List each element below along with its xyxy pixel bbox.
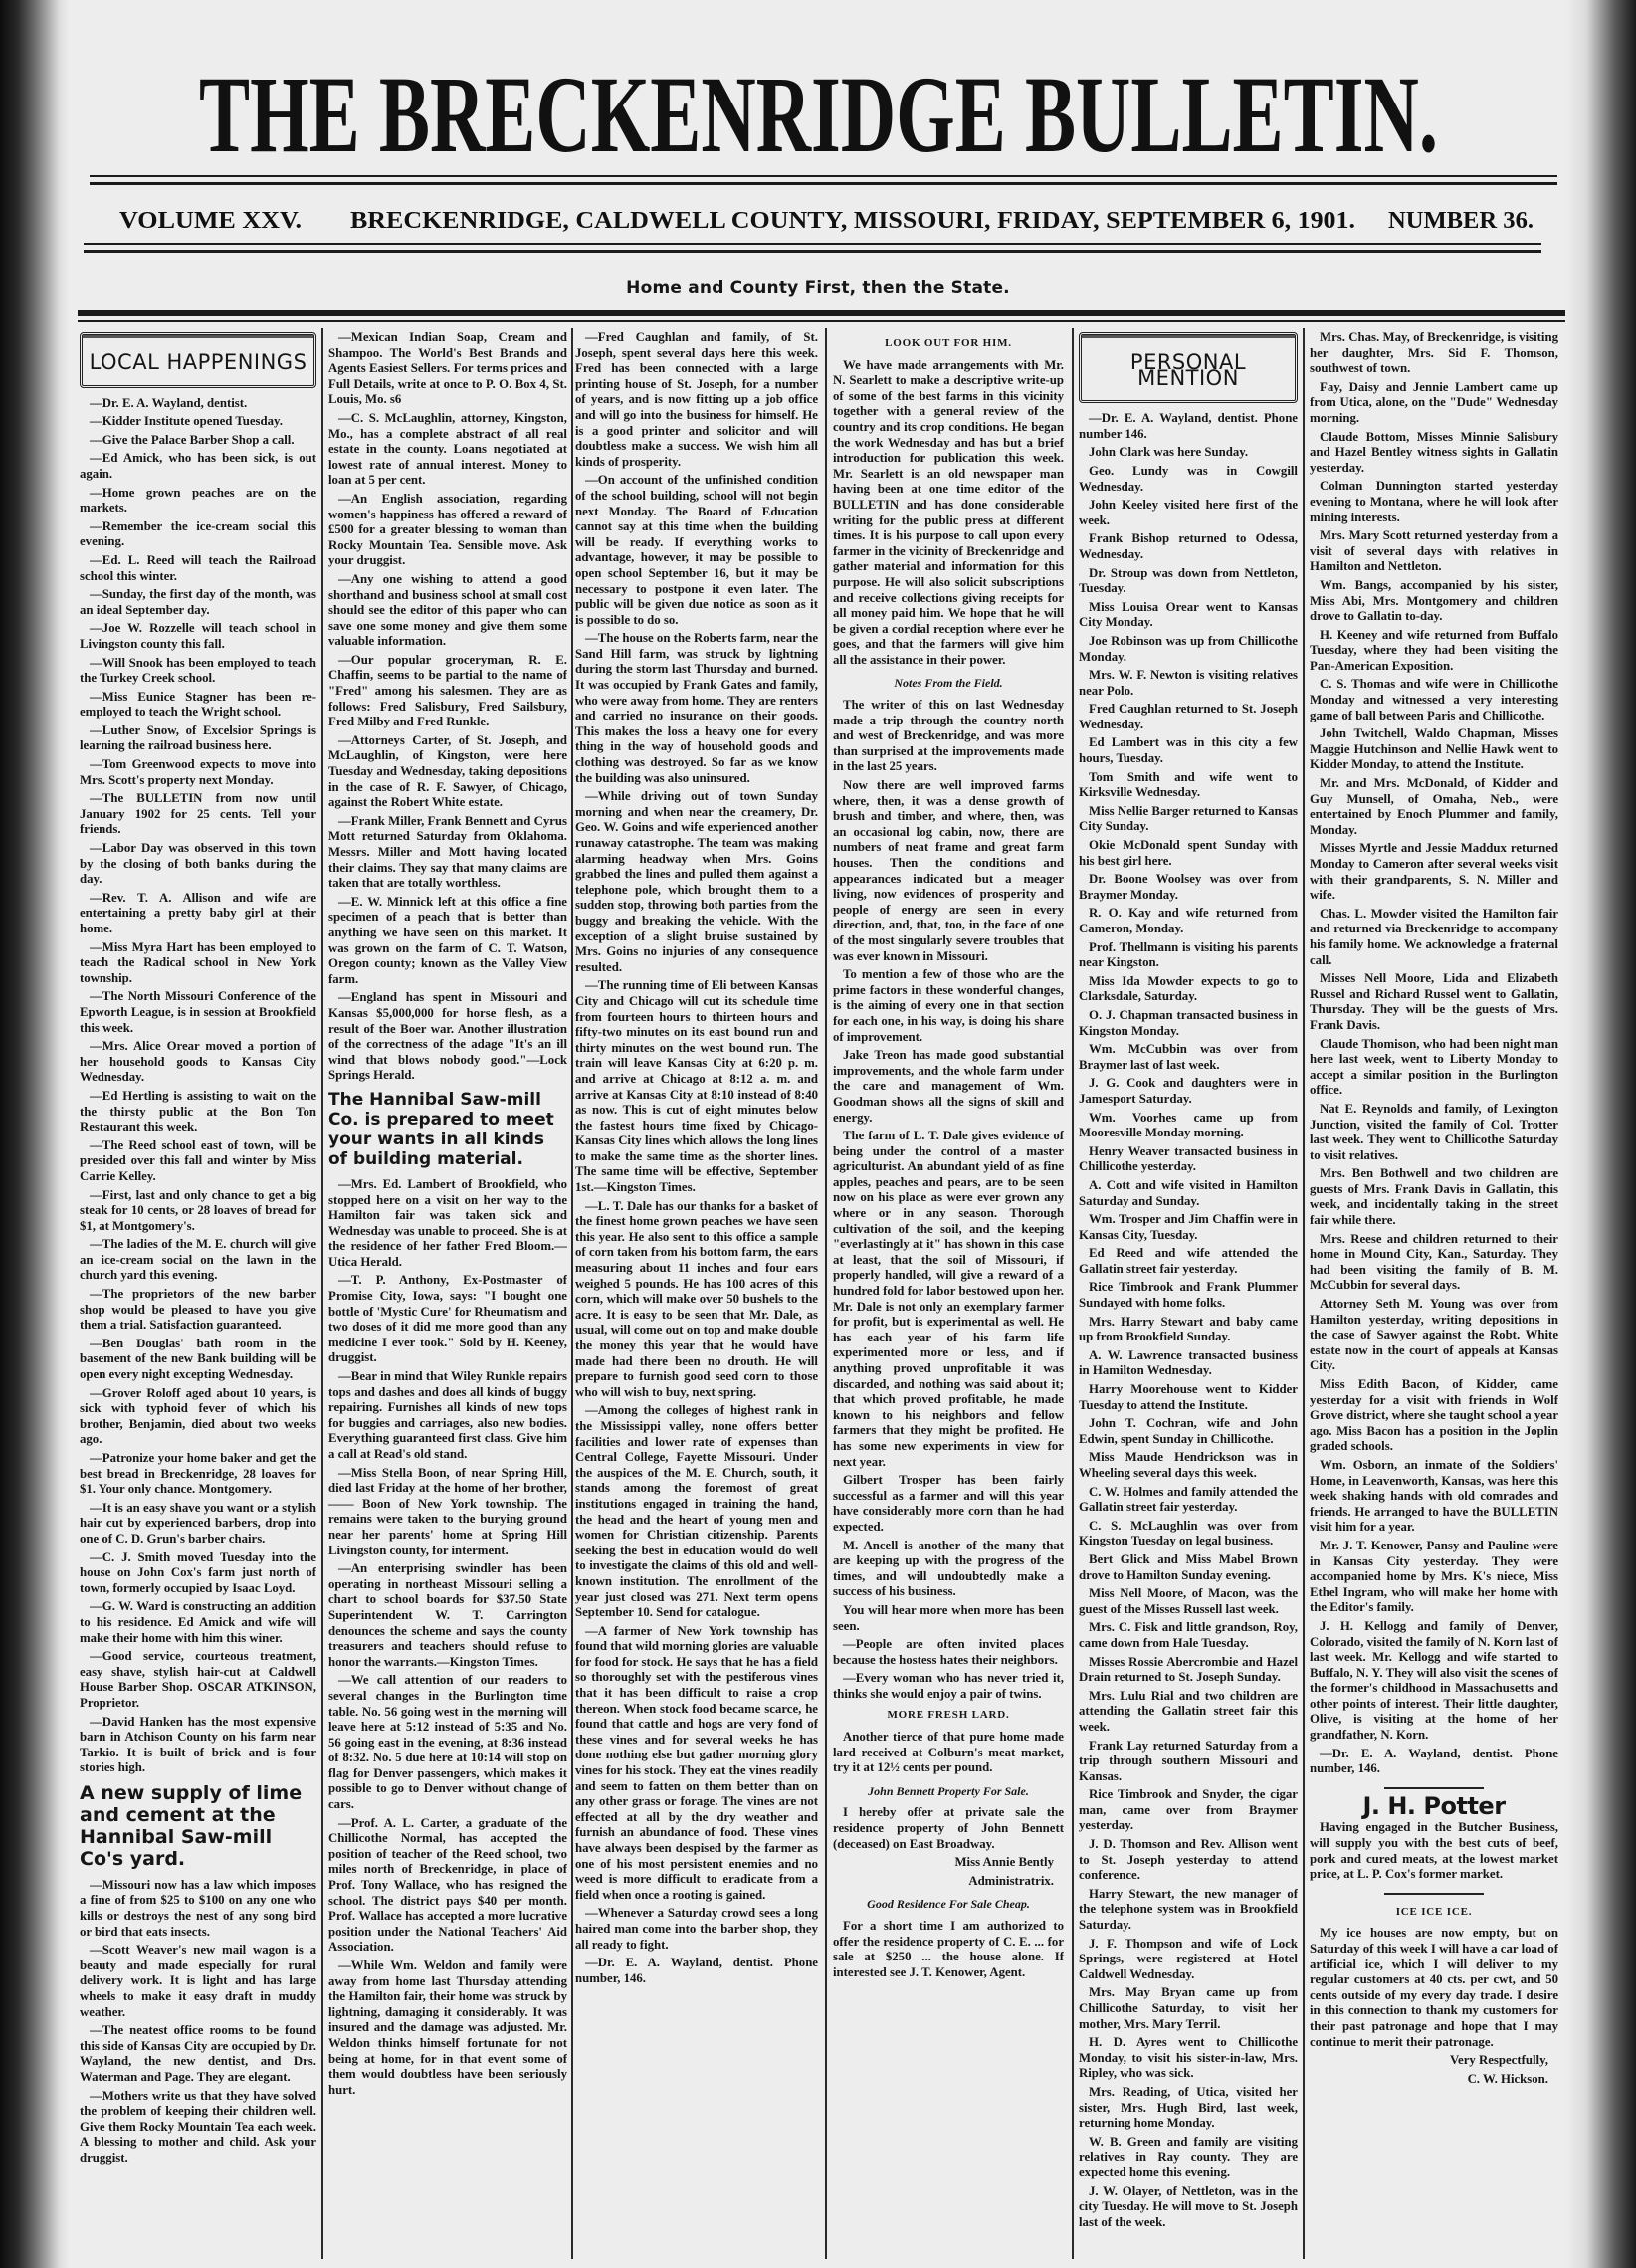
news-item: —The BULLETIN from now until January 1902 for 25 cents. Tell your friends. [80, 791, 316, 837]
news-item: —Ben Douglas' bath room in the basement of the new Bank building will be open every night excepting Wednesday. [80, 1336, 316, 1382]
news-item: —Ed Amick, who has been sick, is out again. [80, 451, 316, 481]
news-item: —L. T. Dale has our thanks for a basket of the finest home grown peaches we have seen this year. He also sent to this office a sample of corn taken from his bottom farm, the ears measuring about 11 inches and four ears weighed 5 pounds. He has 100 acres of this corn, which will make over 50 bushels to the acre. It is easy to be seen that Mr. Dale, as usual, will come out on top and make double the money this year that he would have made had there been no drouth. He will prepare to furnish good seed corn to those who will wish to buy, next spring. [575, 1198, 818, 1399]
news-item: —Home grown peaches are on the markets. [80, 485, 316, 515]
column-3 [575, 330, 818, 2261]
news-item: —Will Snook has been employed to teach the Turkey Creek school. [80, 655, 316, 686]
news-item: You will hear more when more has been seen. [833, 1602, 1064, 1633]
news-item: Bert Glick and Miss Mabel Brown drove to Hamilton Sunday evening. [1079, 1551, 1298, 1582]
news-item: Miss Nell Moore, of Macon, was the guest of the Misses Russell last week. [1079, 1586, 1298, 1616]
news-item: —T. P. Anthony, Ex-Postmaster of Promise City, Iowa, says: "I bought one bottle of 'Mystic Cure' for Rheumatism and two doses of it did me more good than any medicine I ever took." Sold by H. Keeney, druggist. [328, 1273, 567, 1365]
news-item: —Give the Palace Barber Shop a call. [90, 432, 295, 447]
news-item: Now there are well improved farms where, then, it was a dense growth of brush and timber, and where, then, was an occasional log cabin, now, there are numbers of neat frame and great farm houses. Then the conditions and appearances indicated but a meager living, now evidences of prosperity and people of energy are seen in every direction, and, that, too, in the face of one of the most singularly severe troubles that was ever known in Missouri. [833, 778, 1064, 963]
news-item: Chas. L. Mowder visited the Hamilton fair and returned via Breckenridge to accompany his family home. We acknowledge a fraternal call. [1310, 906, 1558, 967]
news-item: W. B. Green and family are visiting relatives in Ray county. They are expected home this evening. [1079, 2134, 1298, 2179]
column-divider [571, 328, 573, 2259]
news-item: —An English association, regarding women's happiness has offered a reward of £500 for a greater blessing to woman than Rocky Mountain Tea. Sensible move. Ask your druggist. [328, 491, 567, 568]
advertisement-heading: J. H. Potter [1362, 1791, 1506, 1820]
news-item: Mrs. Ben Bothwell and two children are guests of Mrs. Frank Davis in Gallatin, this week, and incidentally taking in the street fair while there. [1310, 1166, 1558, 1228]
news-item: C. S. Thomas and wife were in Chillicothe Monday and witnessed a very interesting game of ball between Paris and Chillicothe. [1310, 677, 1558, 722]
news-item: —An enterprising swindler has been operating in northeast Missouri selling a chart to school boards for $37.50 State Superintendent W. T. Carrington denounces the scheme and says the county treasurers and teachers should refuse to honor the warrants.—Kingston Times. [328, 1561, 567, 1669]
news-item: Henry Weaver transacted business in Chillicothe yesterday. [1079, 1143, 1298, 1174]
page-edge-left [0, 0, 70, 2268]
news-item: —Mexican Indian Soap, Cream and Shampoo. The World's Best Brands and Agents Easiest Sellers. For terms prices and Full Details, write at once to P. O. Box 4, St. Louis, Mo. s6 [328, 330, 567, 407]
news-item: —Kidder Institute opened Tuesday. [90, 414, 283, 429]
news-item: —Dr. E. A. Wayland, dentist. [90, 395, 248, 410]
news-item: Wm. Bangs, accompanied by his sister, Miss Abi, Mrs. Montgomery and children drove to Gallatin to-day. [1310, 577, 1558, 624]
column-divider [321, 328, 323, 2259]
news-item: —The house on the Roberts farm, near the Sand Hill farm, was struck by lightning during the storm last Thursday and burned. It was occupied by Frank Gates and family, who were away from home. They are renters and carried no insurance on their goods. This makes the loss a heavy one for every thing in the way of household goods and clothing was destroyed. So far as we know the building was also uninsured. [575, 631, 818, 785]
newspaper-title: THE BRECKENRIDGE BULLETIN. [199, 54, 1438, 175]
news-item: —Sunday, the first day of the month, was an ideal September day. [80, 587, 316, 617]
news-item: —The Reed school east of town, will be presided over this fall and winter by Miss Carrie Kelley. [80, 1137, 316, 1183]
separator-rule [1384, 1893, 1484, 1895]
news-item: Miss Louisa Orear went to Kansas City Monday. [1079, 599, 1298, 630]
column-divider [1072, 328, 1074, 2259]
news-item: Misses Myrtle and Jessie Maddux returned Monday to Cameron after several weeks visit with their grandparents, S. N. Miller and wife. [1310, 841, 1558, 903]
news-item: Harry Stewart, the new manager of the telephone system was in Brookfield Saturday. [1079, 1886, 1298, 1933]
news-item: —England has spent in Missouri and Kansas $5,000,000 for horse flesh, as a result of the Boer war. Another illustration of the correctness of the adage "It's an ill wind that blows nobody good."—Lock Springs Herald. [328, 990, 567, 1083]
news-item: —Miss Eunice Stagner has been re-employed to teach the Wright school. [80, 689, 316, 720]
news-item: —First, last and only chance to get a big steak for 10 cents, or 28 loaves of bread for $1, at Montgomery's. [80, 1187, 316, 1233]
news-item: Mrs. W. F. Newton is visiting relatives near Polo. [1079, 668, 1298, 698]
article-heading: LOOK OUT FOR HIM. [885, 337, 1012, 349]
news-item: —Dr. E. A. Wayland, dentist. Phone number, 146. [575, 1956, 818, 1985]
signature: Very Respectfully, [1449, 2053, 1548, 2068]
news-item: Nat E. Reynolds and family, of Lexington Junction, visited the family of Col. Trotter last week. They went to Chillicothe Saturday to visit relatives. [1310, 1101, 1558, 1162]
news-item: Fay, Daisy and Jennie Lambert came up from Utica, alone, on the "Dude" Wednesday morning. [1310, 379, 1558, 425]
news-item: —Among the colleges of highest rank in the Mississippi valley, none offers better facilities and lower rate of expenses than Central College, Fayette Missouri. Under the auspices of the M. E. Church, south, it stands among the foremost of great institutions engaged in training the hand, the head and the heart of young men and women for Christian citizenship. Parents seeking the best in education would do well to investigate the claims of this old and well-known institution. The enrollment of the year just closed was 271. Next term opens September 10. Send for catalogue. [575, 1403, 818, 1620]
masthead-rule [90, 175, 1557, 177]
news-item: Misses Nell Moore, Lida and Elizabeth Russel and Richard Russel went to Gallatin, Thursday. They will be the guests of Mrs. Frank Davis. [1310, 971, 1558, 1032]
news-item: —Dr. E. A. Wayland, dentist. Phone number 146. [1079, 411, 1298, 441]
news-item: Jake Treon has made good substantial improvements, and the whole farm under the care and management of Wm. Goodman shows all the signs of skill and energy. [833, 1048, 1064, 1125]
news-item: Wm. Osborn, an inmate of the Soldiers' Home, in Leavenworth, Kansas, was here this week shaking hands with old comrades and friends. He arranged to have the BULLETIN visit him for a year. [1310, 1457, 1558, 1535]
news-item: —Mrs. Alice Orear moved a portion of her household goods to Kansas City Wednesday. [80, 1039, 316, 1085]
news-item: —Miss Stella Boon, of near Spring Hill, died last Friday at the home of her brother, —— Boon of New York township. The remains were taken to the burying ground near her parents' home at Spring Hill Livingston county, for interment. [328, 1465, 567, 1557]
article-subheading: John Bennett Property For Sale. [868, 1783, 1029, 1798]
news-item: Harry Moorehouse went to Kidder Tuesday to attend the Institute. [1079, 1382, 1298, 1412]
news-item: Misses Rossie Abercrombie and Hazel Drain returned to St. Joseph Sunday. [1079, 1654, 1298, 1685]
heavy-rule [78, 310, 1565, 316]
news-item: —Missouri now has a law which imposes a fine of from $25 to $100 on any one who kills or destroys the nest of any song bird or bird that eats insects. [80, 1877, 316, 1939]
news-item: Dr. Stroup was down from Nettleton, Tuesday. [1079, 565, 1298, 596]
news-item: A. Cott and wife visited in Hamilton Saturday and Sunday. [1079, 1177, 1298, 1208]
news-item: John Twitchell, Waldo Chapman, Misses Maggie Hutchinson and Nellie Hawk went to Kidder Monday, to attend the Institute. [1310, 726, 1558, 772]
section-heading: PERSONAL MENTION [1079, 332, 1298, 403]
news-item: Mrs. Chas. May, of Breckenridge, is visiting her daughter, Mrs. Sid F. Thomson, southwest of town. [1310, 330, 1558, 376]
news-item: —Ed. L. Reed will teach the Railroad school this winter. [80, 552, 316, 583]
news-item: Prof. Thellmann is visiting his parents near Kingston. [1079, 939, 1298, 970]
column-4 [833, 330, 1064, 2261]
news-item: For a short time I am authorized to offer the residence property of C. E. ... for sale at $250 ... the house alone. If interested see J. T. Kenower, Agent. [833, 1919, 1064, 1979]
news-item: —The proprietors of the new barber shop would be pleased to have you give them a trial. Satisfaction guaranteed. [80, 1287, 316, 1333]
news-item: My ice houses are now empty, but on Saturday of this week I will have a car load of artificial ice, which I will deliver to my regular customers at 40 cts. per cwt, and 50 cents outside of my every day trade. I desire in this connection to thank my customers for their past patronage and hope that I may continue to merit their patronage. [1310, 1926, 1558, 2049]
news-item: Having engaged in the Butcher Business, will supply you with the best cuts of beef, pork and cured meats, at the lowest market price, at L. P. Cox's former market. [1310, 1820, 1558, 1882]
news-item: —Any one wishing to attend a good shorthand and business school at small cost should see the editor of this paper who can save one some money and give them some valuable information. [328, 571, 567, 649]
news-item: Another tierce of that pure home made lard received at Colburn's meat market, try it at 12½ cents per pound. [833, 1730, 1064, 1775]
news-item: Mrs. May Bryan came up from Chillicothe Saturday, to visit her mother, Mrs. Mary Terril. [1079, 1985, 1298, 2031]
news-item: Wm. McCubbin was over from Braymer last of last week. [1079, 1042, 1298, 1072]
news-item: —Every woman who has never tried it, thinks she would enjoy a pair of twins. [833, 1671, 1064, 1701]
news-item: —Scott Weaver's new mail wagon is a beauty and made especially for rural delivery work. It is light and has large wheels to make it easy draft in muddy weather. [80, 1943, 316, 2019]
news-item: Okie McDonald spent Sunday with his best girl here. [1079, 838, 1298, 868]
article-heading: ICE ICE ICE. [1395, 1905, 1473, 1918]
news-item: —Mothers write us that they have solved the problem of keeping their children well. Give them Rocky Mountain Tea each week. A blessing to mother and child. Ask your druggist. [80, 2088, 316, 2165]
news-item: Frank Lay returned Saturday from a trip through southern Missouri and Kansas. [1079, 1738, 1298, 1783]
news-item: Mrs. Reading, of Utica, visited her sister, Mrs. Hugh Bird, last week, returning home Monday. [1079, 2084, 1298, 2131]
news-item: To mention a few of those who are the prime factors in these wonderful changes, is the aiming of every one in that section for each one, in his way, is doing his share of improvement. [833, 967, 1064, 1044]
news-item: Wm. Trosper and Jim Chaffin were in Kansas City, Tuesday. [1079, 1212, 1298, 1242]
news-item: —Good service, courteous treatment, easy shave, stylish hair-cut at Caldwell House Barber Shop. OSCAR ATKINSON, Proprietor. [80, 1649, 316, 1710]
news-item: —E. W. Minnick left at this office a fine specimen of a peach that is better than anything we have seen on this market. It was grown on the farm of C. T. Watson, Oregon county; known as the Valley View farm. [328, 894, 567, 986]
news-item: Mrs. Lulu Rial and two children are attending the Gallatin street fair this week. [1079, 1688, 1298, 1734]
news-item: —Miss Myra Hart has been employed to teach the Radical school in New York township. [80, 939, 316, 985]
news-item: A. W. Lawrence transacted business in Hamilton Wednesday. [1079, 1347, 1298, 1378]
news-item: —Dr. E. A. Wayland, dentist. Phone number, 146. [1310, 1746, 1558, 1776]
news-item: —People are often invited places because the hostess hates their neighbors. [833, 1637, 1064, 1667]
news-item: H. Keeney and wife returned from Buffalo Tuesday, where they had been visiting the Pan-American Exposition. [1310, 627, 1558, 673]
news-item: —Patronize your home baker and get the best bread in Breckenridge, 28 loaves for $1. Your only chance. Montgomery. [80, 1451, 316, 1497]
news-item: Claude Bottom, Misses Minnie Salisbury and Hazel Bentley witness sights in Gallatin yesterday. [1310, 429, 1558, 475]
news-item: —Tom Greenwood expects to move into Mrs. Scott's property next Monday. [80, 757, 316, 787]
news-item: —Rev. T. A. Allison and wife are entertaining a pretty baby girl at their home. [80, 890, 316, 935]
news-item: C. S. McLaughlin was over from Kingston Tuesday on legal business. [1079, 1518, 1298, 1548]
article-subheading: Notes From the Field. [894, 676, 1003, 691]
news-item: Gilbert Trosper has been fairly successful as a farmer and will this year have considerably more corn than he had expected. [833, 1473, 1064, 1534]
news-item: —Attorneys Carter, of St. Joseph, and McLaughlin, of Kingston, were here Tuesday and Wednesday, taking depositions in the case of R. F. Sawyer, of Chicago, against the Robert White estate. [328, 732, 567, 810]
news-item: —Ed Hertling is assisting to wait on the the thirsty public at the Bon Ton Restaurant this week. [80, 1088, 316, 1134]
news-item: R. O. Kay and wife returned from Cameron, Monday. [1079, 906, 1298, 935]
column-divider [1303, 328, 1305, 2259]
advertisement: The Hannibal Saw-mill Co. is prepared to meet your wants in all kinds of building material. [328, 1089, 554, 1169]
news-item: Miss Edith Bacon, of Kidder, came yesterday for a visit with friends in Wolf Grove district, where she taught school a year ago. Miss Bacon has a position in the Joplin graded schools. [1310, 1377, 1558, 1454]
dateline-rule [84, 250, 1541, 253]
news-item: —David Hanken has the most expensive barn in Atchison County on his farm near Tarkio. It is built of brick and is four stories high. [80, 1714, 316, 1775]
news-item: —The North Missouri Conference of the Epworth League, is in session at Brookfield this week. [80, 989, 316, 1035]
news-item: John T. Cochran, wife and John Edwin, spent Sunday in Chillicothe. [1079, 1416, 1298, 1446]
news-item: Ed Lambert was in this city a few hours, Tuesday. [1079, 735, 1298, 766]
news-item: —Luther Snow, of Excelsior Springs is learning the railroad business here. [80, 722, 316, 753]
news-item: Frank Bishop returned to Odessa, Wednesday. [1079, 531, 1298, 561]
news-item: —G. W. Ward is constructing an addition to his residence. Ed Amick and wife will make their home with him this winer. [80, 1599, 316, 1645]
news-item: —On account of the unfinished condition of the school building, school will not begin next Monday. The Board of Education cannot say at this time when the building will be ready. If everything works to advantage, however, it may be possible to open school September 16, but it may be necessary to postpone it even later. The public will be given due notice as soon as it is possible to do so. [575, 473, 818, 627]
signature: Administratrix. [968, 1873, 1054, 1888]
news-item: —While driving out of town Sunday morning and when near the creamery, Dr. Geo. W. Goins and wife experienced another runaway catastrophe. The team was making alarming headway when Mrs. Goins grabbed the lines and pulled them against a telephone pole, which brought them to a sudden stop, throwing both parties from the buggy and breaking the vehicle. With the exception of a slight bruise sustained by Mrs. Goins no injuries of any consequence resulted. [575, 789, 818, 974]
article-subheading: Good Residence For Sale Cheap. [867, 1897, 1030, 1912]
news-item: Wm. Voorhes came up from Mooresville Monday morning. [1079, 1110, 1298, 1140]
news-item: —Joe W. Rozzelle will teach school in Livingston county this fall. [80, 621, 316, 651]
issue-number: NUMBER 36. [1388, 208, 1534, 234]
news-item: —C. S. McLaughlin, attorney, Kingston, Mo., has a complete abstract of all real estate in the county. Loans negotiated at lowest rate of annual interest. Money to loan at 5 per cent. [328, 410, 567, 488]
news-item: —Remember the ice-cream social this evening. [80, 518, 316, 549]
column-personal-mention [1079, 330, 1298, 2261]
news-item: Dr. Boone Woolsey was over from Braymer Monday. [1079, 872, 1298, 902]
news-item: —Grover Roloff aged about 10 years, is sick with typhoid fever of which his brother, Benjamin, died about two weeks ago. [80, 1385, 316, 1447]
news-item: Rice Timbrook and Frank Plummer Sundayed with home folks. [1079, 1280, 1298, 1311]
news-item: J. D. Thomson and Rev. Allison went to St. Joseph yesterday to attend conference. [1079, 1837, 1298, 1883]
news-item: J. W. Olayer, of Nettleton, was in the city Tuesday. He will move to St. Joseph last of the week. [1079, 2183, 1298, 2229]
news-item: We have made arrangements with Mr. N. Searlett to make a descriptive write-up of some of the best farms in this vicinity together with a general review of the country and its crop conditions. He began the work Wednesday and has but a brief introduction for publication this week. Mr. Searlett is an old newspaper man having been at one time editor of the BULLETIN and has done considerable writing for the public press at different times. It is his purpose to call upon every farmer in the vicinity of Breckenridge and gather material and information for this purpose. He will also solicit subscriptions and receive collections giving receipts for all money paid him. We hope that he will be given a cordial reception where ever he goes, and that the farmers will give him all the assistance in their power. [833, 357, 1064, 667]
news-item: Miss Ida Mowder expects to go to Clarksdale, Saturday. [1079, 973, 1298, 1004]
news-item: Joe Robinson was up from Chillicothe Monday. [1079, 633, 1298, 664]
column-local-happenings [80, 330, 316, 2261]
news-item: —The running time of Eli between Kansas City and Chicago will cut its schedule time from fourteen hours to thirteen hours and fifty-two minutes on its east bound run and thirty minutes on the west bound run. The train will leave Kansas City at 6:20 p. m. and arrive at Chicago at 8:12 a. m. and arrive at Kansas City at 8:10 instead of 8:40 as now. This is cut of eight minutes below the fastest hours time fixed by Chicago-Kansas City lines which allows the long lines to make the same time as the shorter lines. The same time will be effective, September 1st.—Kingston Times. [575, 978, 818, 1195]
motto: Home and County First, then the State. [626, 278, 1010, 298]
news-item: Mrs. C. Fisk and little grandson, Roy, came down from Hale Tuesday. [1079, 1620, 1298, 1650]
signature: Miss Annie Bently [954, 1855, 1054, 1870]
news-item: —Prof. A. L. Carter, a graduate of the Chillicothe Normal, has accepted the position of teacher of the Reed school, two miles north of Breckenridge, in place of Prof. Tony Wallace, who has resigned the school. The district pays $40 per month. Prof. Wallace has accepted a more lucrative position under the National Teachers' Aid Association. [328, 1815, 567, 1955]
news-item: Claude Thomison, who had been night man here last week, went to Liberty Monday to accept a similar position in the Burlington office. [1310, 1036, 1558, 1098]
news-item: The writer of this on last Wednesday made a trip through the country north and west of Breckenridge, and was more than surprised at the improvements made in the last 25 years. [833, 698, 1064, 774]
news-item: C. W. Holmes and family attended the Gallatin street fair yesterday. [1079, 1484, 1298, 1515]
volume-label: VOLUME XXV. [119, 208, 302, 234]
news-item: H. D. Ayres went to Chillicothe Monday, to visit his sister-in-law, Mrs. Ripley, who was sick. [1079, 2035, 1298, 2081]
news-item: —Mrs. Ed. Lambert of Brookfield, who stopped here on a visit on her way to the Hamilton fair was taken sick and Wednesday was unable to proceed. She is at the residence of her father Fred Bloom.—Utica Herald. [328, 1176, 567, 1269]
news-item: M. Ancell is another of the many that are keeping up with the progress of the times, and will undoubtedly make a success of his business. [833, 1538, 1064, 1599]
section-heading: LOCAL HAPPENINGS [80, 332, 316, 388]
article-heading: MORE FRESH LARD. [887, 1709, 1010, 1722]
news-item: Fred Caughlan returned to St. Joseph Wednesday. [1079, 702, 1298, 731]
news-item: Colman Dunnington started yesterday evening to Montana, where he will look after mining interests. [1310, 479, 1558, 524]
news-item: —Fred Caughlan and family, of St. Joseph, spent several days here this week. Fred has been connected with a large printing house of St. Joseph, for a number of years, and is now fitting up a job office and will go into the business for himself. He is a good printer and solicitor and will doubtless make a success. We wish him all kinds of prosperity. [575, 330, 818, 469]
news-item: Mrs. Harry Stewart and baby came up from Brookfield Sunday. [1079, 1314, 1298, 1344]
news-item: Geo. Lundy was in Cowgill Wednesday. [1079, 463, 1298, 494]
dateline-rule [84, 243, 1541, 245]
news-item: —Labor Day was observed in this town by the closing of both banks during the day. [80, 841, 316, 887]
news-item: John Clark was here Sunday. [1089, 445, 1249, 460]
news-item: Miss Maude Hendrickson was in Wheeling several days this week. [1079, 1450, 1298, 1480]
news-item: Miss Nellie Barger returned to Kansas City Sunday. [1079, 803, 1298, 834]
news-item: Ed Reed and wife attended the Gallatin street fair yesterday. [1079, 1246, 1298, 1276]
masthead [0, 0, 1636, 328]
news-item: —The ladies of the M. E. church will give an ice-cream social on the lawn in the church yard this evening. [80, 1237, 316, 1283]
news-item: —While Wm. Weldon and family were away from home last Thursday attending the Hamilton fair, their home was struck by lightning, damaging it considerably. It was insured and the damage was adjusted. Mr. Weldon thinks himself fortunate for not being at home, for in that event some of them would doubtless have been seriously hurt. [328, 1959, 567, 2097]
news-item: —Bear in mind that Wiley Runkle repairs tops and dashes and does all kinds of buggy repairing. Furnishes all kinds of new tops for buggies and carriages, also new bodies. Everything guaranteed first class. Give him a call at Read's old stand. [328, 1369, 567, 1461]
news-item: —Whenever a Saturday crowd sees a long haired man come into the barber shop, they all ready to fight. [575, 1906, 818, 1952]
column-6 [1310, 330, 1558, 2261]
news-item: J. H. Kellogg and family of Denver, Colorado, visited the family of N. Korn last of last week. Mr. Kellogg and wife started to Buffalo, N. Y. They will also visit the scenes of the former's childhood in Massachusetts and other points of interest. Their little daughter, Olive, is visiting at the home of her grandfather, N. Korn. [1310, 1618, 1558, 1743]
advertisement: A new supply of lime and cement at the Hannibal Saw-mill Co's yard. [80, 1781, 303, 1870]
news-item: —Frank Miller, Frank Bennett and Cyrus Mott returned Saturday from Oklahoma. Messrs. Miller and Mott having located their claims. They say that many claims are taken that are totally worthless. [328, 813, 567, 891]
heavy-rule [78, 320, 1565, 322]
dateline: BRECKENRIDGE, CALDWELL COUNTY, MISSOURI, FRIDAY, SEPTEMBER 6, 1901. [350, 208, 1355, 234]
news-item: John Keeley visited here first of the week. [1079, 498, 1298, 527]
news-item: Rice Timbrook and Snyder, the cigar man, came over from Braymer yesterday. [1079, 1787, 1298, 1833]
news-item: Mr. J. T. Kenower, Pansy and Pauline were in Kansas City yesterday. They were accompanied home by Mrs. K's niece, Miss Ethel Ingram, who will make her home with the Editor's family. [1310, 1538, 1558, 1615]
news-item: J. F. Thompson and wife of Lock Springs, were registered at Hotel Caldwell Wednesday. [1079, 1936, 1298, 1981]
news-item: Mrs. Mary Scott returned yesterday from a visit of several days with relatives in Hamilton and Nettleton. [1310, 528, 1558, 574]
news-item: —The neatest office rooms to be found this side of Kansas City are occupied by Dr. Wayland, the new dentist, and Drs. Waterman and Page. They are elegant. [80, 2023, 316, 2084]
news-item: J. G. Cook and daughters were in Jamesport Saturday. [1079, 1076, 1298, 1106]
column-divider [825, 328, 827, 2259]
news-item: Tom Smith and wife went to Kirksville Wednesday. [1079, 769, 1298, 800]
masthead-rule [90, 182, 1557, 185]
page-edge-right [1566, 0, 1636, 2268]
news-item: The farm of L. T. Dale gives evidence of being under the control of a master agriculturist. An abundant yield of as fine apples, peaches and pears, are to be seen now on his place as were ever grown any where or in any season. Thorough cultivation of the soil, and the keeping "everlastingly at it" has shown in this case at least, that the soil of Missouri, if properly handled, will give a reward of a hundred fold for labor bestowed upon her. Mr. Dale is not only an exemplary farmer for profit, but is experimental as well. He has each year of his farm life experimented more or less, and if anything proved unprofitable it was discarded, and nothing was said about it; that which proved profitable, he made known to his neighbors and fellow farmers that they might be profited. He has some new experiments in view for next year. [833, 1129, 1064, 1469]
news-item: —C. J. Smith moved Tuesday into the house on John Cox's farm just north of town, formerly occupied by Isaac Loyd. [80, 1549, 316, 1595]
news-item: Attorney Seth M. Young was over from Hamilton yesterday, writing depositions in the case of Sawyer against the Robt. White estate now in the court of appeals at Kansas City. [1310, 1297, 1558, 1373]
news-item: —It is an easy shave you want or a stylish hair cut by experienced barbers, drop into one of C. D. Grun's barber chairs. [80, 1500, 316, 1546]
news-item: —Our popular groceryman, R. E. Chaffin, seems to be partial to the name of "Fred" among his salesmen. They are as follows: Fred Salisbury, Fred Sailsbury, Fred Milby and Fred Runkle. [328, 652, 567, 729]
news-item: —We call attention of our readers to several changes in the Burlington time table. No. 56 going west in the morning will leave here at 5:12 instead of 5:35 and No. 56 going east in the evening, at 8:36 instead of 8:32. No. 5 due here at 10:14 will stop on flag for Denver passengers, which makes it possible to go to Denver without change of cars. [328, 1673, 567, 1812]
news-item: O. J. Chapman transacted business in Kingston Monday. [1079, 1007, 1298, 1038]
column-2 [328, 330, 567, 2261]
news-item: I hereby offer at private sale the residence property of John Bennett (deceased) on East Broadway. [833, 1805, 1064, 1851]
signature: C. W. Hickson. [1467, 2071, 1548, 2086]
news-item: Mrs. Reese and children returned to their home in Mound City, Kan., Saturday. They had been visiting the family of B. M. McCubbin for several days. [1310, 1231, 1558, 1293]
news-item: —A farmer of New York township has found that wild morning glories are valuable for food for stock. He says that he has a field so thoroughly set with the pestiferous vines that it has been difficult to raise a crop thereon. When stock food became scarce, he found that cattle and hogs are very fond of these vines and for several weeks he has done nothing else but gather morning glory vines for his stock. They eat the vines readily and seem to fatten on them better than on any other grass or forage. The vines are not effected at all by the dry weather and furnish an abundance of food. These vines have always been despised by the farmer as one of his most persistent enemies and no weed is more difficult to eradicate from a field when once a rooting is gained. [575, 1623, 818, 1902]
news-item: Mr. and Mrs. McDonald, of Kidder and Guy Munsell, of Omaha, Neb., were entertained by Enoch Plummer and family, Monday. [1310, 776, 1558, 837]
separator-rule [1384, 1787, 1484, 1789]
